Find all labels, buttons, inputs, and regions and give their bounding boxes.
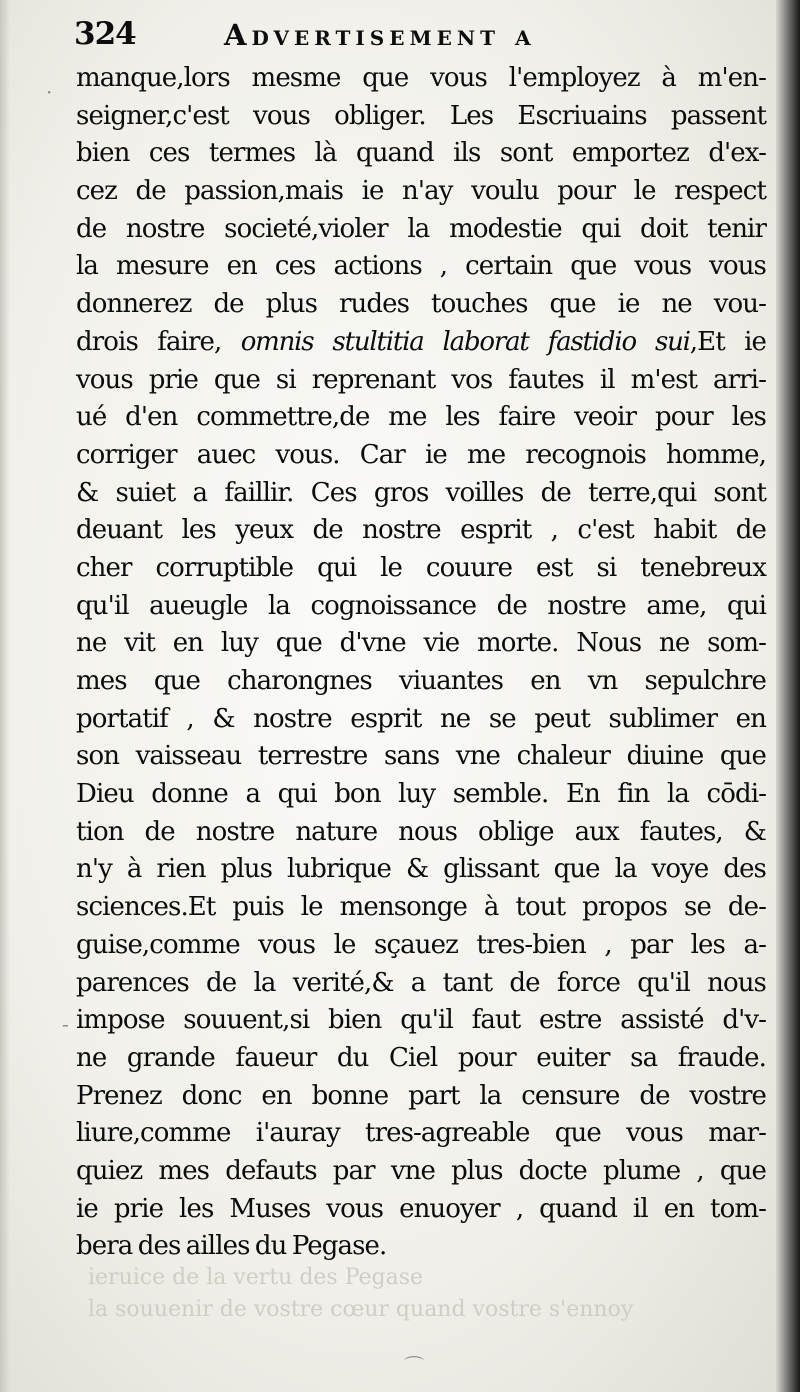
text-segment: drois faire, — [76, 326, 241, 357]
page-header — [74, 14, 764, 54]
text-line: sciences.Et puis le mensonge à tout propos se de- — [76, 892, 766, 923]
text-line: ne grande faueur du Ciel pour euiter sa fraude. — [76, 1042, 766, 1073]
text-line: portatif , & nostre esprit ne se peut sublimer en — [76, 703, 766, 734]
text-line: parences de la verité,& a tant de force qu'il nous — [76, 967, 766, 998]
text-line: Prenez donc en bonne part la censure de vostre — [76, 1080, 766, 1111]
body-text — [76, 60, 766, 1266]
text-line: quiez mes defauts par vne plus docte plume , que — [76, 1155, 766, 1186]
margin-speck: · — [46, 80, 53, 104]
text-line: seigner,c'est vous obliger. Les Escriuains passent — [76, 100, 766, 131]
text-line: corriger auec vous. Car ie me recognois homme, — [76, 439, 766, 470]
text-line: mes que charongnes viuantes en vn sepulchre — [76, 666, 766, 696]
bleed-through-line: la souuenir de vostre cœur quand vostre s'ennoy — [88, 1297, 634, 1322]
text-line: la mesure en ces actions , certain que vous vous — [76, 251, 766, 282]
text-line: qu'il aueugle la cognoissance de nostre ame, qui — [76, 590, 766, 621]
text-line: tion de nostre nature nous oblige aux fautes, & — [76, 816, 766, 847]
text-line: ué d'en commettre,de me les faire veoir pour les — [76, 402, 766, 433]
text-line: impose souuent,si bien qu'il faut estre assisté d'v- — [76, 1005, 766, 1036]
text-line: deuant les yeux de nostre esprit , c'est habit de — [76, 515, 766, 546]
bleed-through-line: ieruice de la vertu des Pegase — [88, 1265, 424, 1290]
text-line: ie prie les Muses vous enuoyer , quand il en tom- — [76, 1193, 766, 1224]
text-line: de nostre societé,violer la modestie qui doit tenir — [76, 213, 766, 244]
text-line: donnerez de plus rudes touches que ie ne vou- — [76, 289, 766, 320]
text-line: vous prie que si reprenant vos fautes il m'est arri- — [76, 364, 766, 395]
page-left-edge — [0, 0, 10, 1392]
text-line: Dieu donne a qui bon luy semble. En fin la cōdi- — [76, 779, 766, 810]
book-gutter-shadow — [776, 0, 800, 1392]
text-line: bera des ailles du Pegase. — [76, 1231, 387, 1262]
latin-quotation: omnis stultitia laborat fastidio sui — [240, 326, 690, 357]
running-head: Advertisement a — [224, 18, 536, 52]
page-number: 324 — [74, 16, 136, 52]
text-line — [76, 324, 766, 362]
text-line: cez de passion,mais ie n'ay voulu pour le respect — [76, 176, 766, 207]
text-line: son vaisseau terrestre sans vne chaleur diuine que — [76, 741, 766, 772]
text-line: manque,lors mesme que vous l'employez à m'en- — [76, 63, 766, 93]
bleed-through-text — [88, 1262, 768, 1326]
text-line: liure,comme i'auray tres-agreable que vous mar- — [76, 1118, 766, 1149]
text-line: bien ces termes là quand ils sont emportez d'ex- — [76, 138, 766, 169]
margin-speck: - — [62, 1012, 69, 1036]
text-line: guise,comme vous le sçauez tres-bien , par les a- — [76, 929, 766, 960]
text-line: cher corruptible qui le couure est si tenebreux — [76, 552, 766, 583]
text-line: & suiet a faillir. Ces gros voilles de terre,qui sont — [76, 477, 766, 508]
text-segment: ,Et ie — [689, 326, 767, 357]
text-line: n'y à rien plus lubrique & glissant que la voye des — [76, 854, 766, 885]
text-line: ne vit en luy que d'vne vie morte. Nous ne som- — [76, 628, 766, 659]
margin-speck: ⌒ — [404, 1354, 424, 1378]
